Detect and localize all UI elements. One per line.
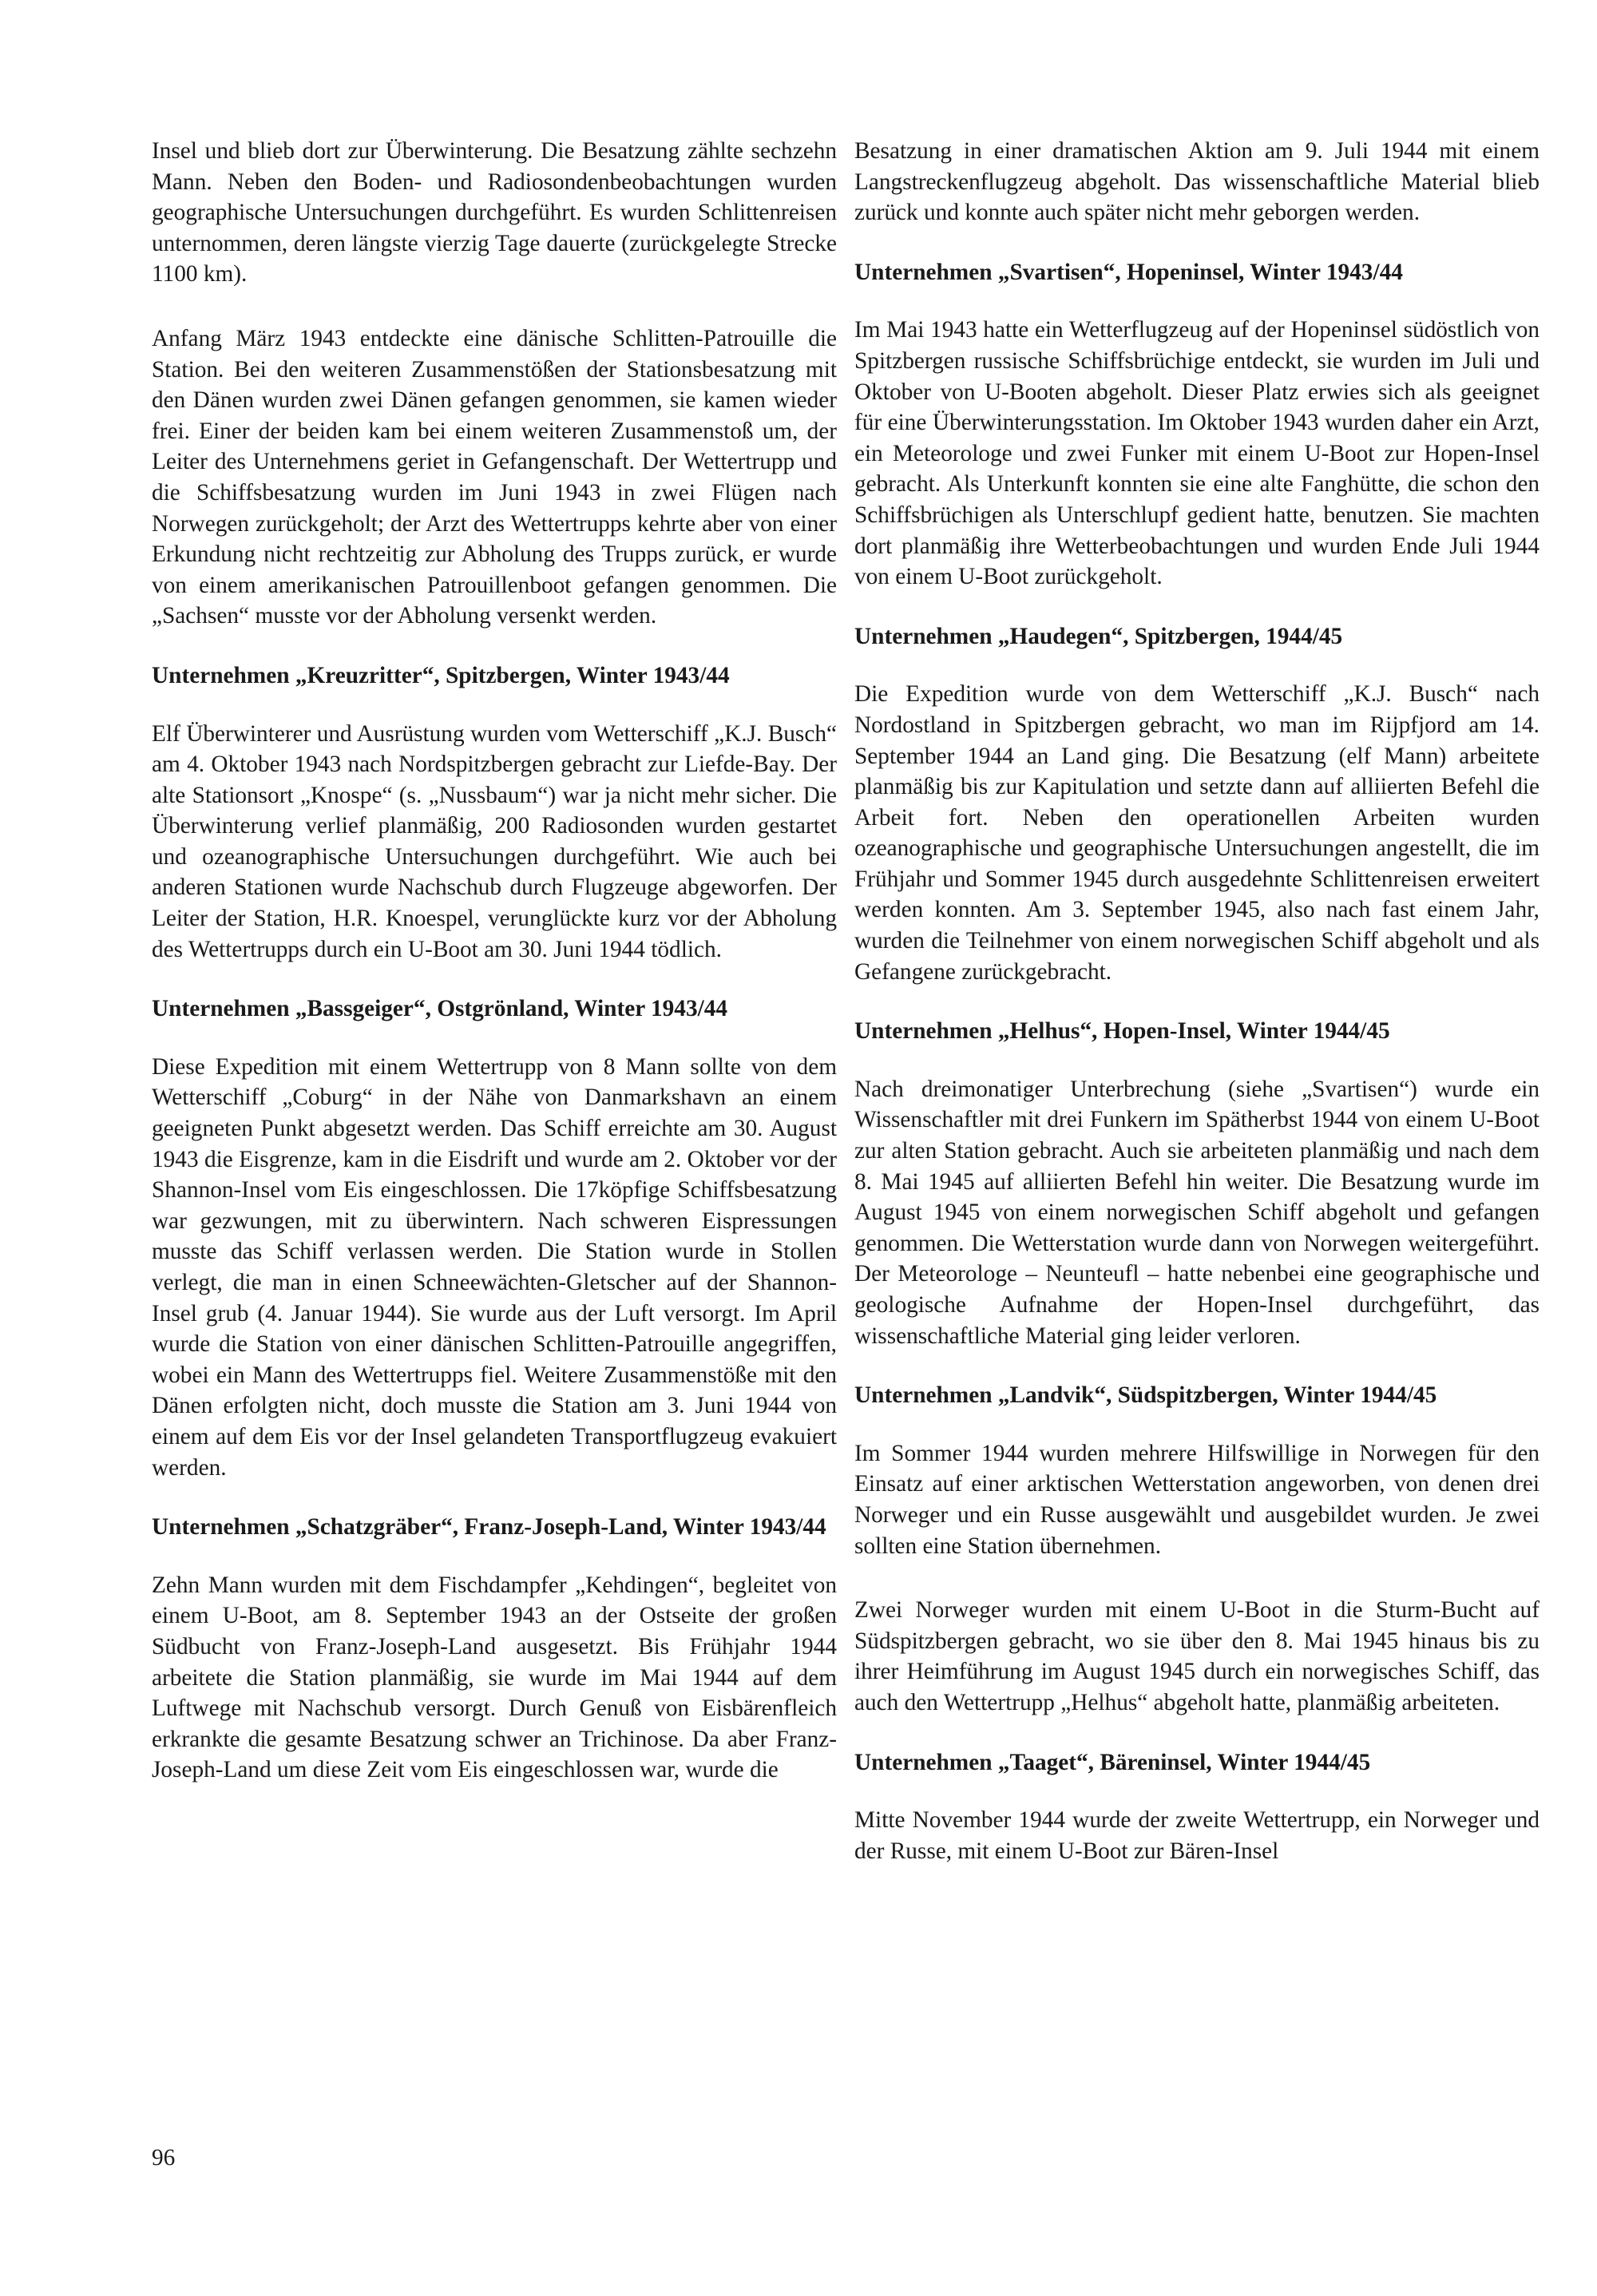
paragraph: Mitte November 1944 wurde der zweite Wettertrupp, ein Norweger und der Russe, mit einem U-Boot zur Bären-Insel <box>854 1807 1540 1864</box>
paragraph: Im Sommer 1944 wurden mehrere Hilfswillige in Norwegen für den Einsatz auf einer arktischen Wetterstation angeworben, von denen drei Norweger und ein Russe ausgewählt und ausgebildet wurden. Je zwei sollten eine Station übernehmen. <box>854 1440 1540 1559</box>
paragraph: Zwei Norweger wurden mit einem U-Boot in die Sturm-Bucht auf Südspitzbergen gebracht, wo sie über den 8. Mai 1945 hinaus bis zu ihrer Heimführung im August 1945 durch ein norwegisches Schiff, das auch den Wettertrupp „Helhus“ abgeholt hatte, planmäßig arbeiteten. <box>854 1597 1540 1715</box>
section-heading: Unternehmen „Haudegen“, Spitzbergen, 1944/45 <box>854 623 1343 649</box>
section-heading: Unternehmen „Bassgeiger“, Ostgrönland, Winter 1943/44 <box>152 996 728 1022</box>
section-heading: Unternehmen „Schatzgräber“, Franz-Joseph-Land, Winter 1943/44 <box>152 1514 826 1541</box>
section-heading: Unternehmen „Taaget“, Bäreninsel, Winter 1944/45 <box>854 1749 1371 1775</box>
paragraph: Diese Expedition mit einem Wettertrupp von 8 Mann sollte von dem Wetterschiff „Coburg“ in der Nähe von Danmarkshavn an einem geeigneten Punkt abgesetzt werden. Das Schiff erreichte am 30. August 1943 die Eisgrenze, kam in die Eisdrift und wurde am 2. Oktober vor der Shannon-Insel vom Eis eingeschlossen. Die 17köpfige Schiffsbesatzung war gezwungen, mit zu überwintern. Nach schweren Eispressungen musste das Schiff verlassen werden. Die Station wurde in Stollen verlegt, die man in einen Schneewächten-Gletscher auf der Shannon-Insel grub (4. Januar 1944). Sie wurde aus der Luft versorgt. Im April wurde die Station von einer dänischen Schlitten-Patrouille angegriffen, wobei ein Mann des Wettertrupps fiel. Weitere Zusammenstöße mit den Dänen erfolgten nicht, doch musste die Station am 3. Juni 1944 von einem auf dem Eis vor der Insel gelandeten Transportflugzeug evakuiert werden. <box>152 1053 837 1481</box>
paragraph: Elf Überwinterer und Ausrüstung wurden vom Wetterschiff „K.J. Busch“ am 4. Oktober 1943 nach Nordspitzbergen gebracht zur Liefde-Bay. Der alte Stationsort „Knospe“ (s. „Nussbaum“) war ja nicht mehr sicher. Die Überwinterung verlief planmäßig, 200 Radiosonden wurden gestartet und ozeanographische Untersuchungen durchgeführt. Wie auch bei anderen Stationen wurde Nachschub durch Flugzeuge abgeworfen. Der Leiter der Station, H.R. Knoespel, verunglückte kurz vor der Abholung des Wettertrupps durch ein U-Boot am 30. Juni 1944 tödlich. <box>152 720 837 962</box>
paragraph: Insel und blieb dort zur Überwinterung. Die Besatzung zählte sechzehn Mann. Neben den Boden- und Radiosondenbeobachtungen wurden geographische Untersuchungen durchgeführt. Es wurden Schlittenreisen unternommen, deren längste vierzig Tage dauerte (zurückgelegte Strecke 1100 km). <box>152 138 837 287</box>
left-column <box>152 136 837 1786</box>
section-heading: Unternehmen „Landvik“, Südspitzbergen, Winter 1944/45 <box>854 1382 1437 1409</box>
paragraph: Anfang März 1943 entdeckte eine dänische Schlitten-Patrouille die Station. Bei den weiteren Zusammenstößen der Stationsbesatzung mit den Dänen wurden zwei Dänen gefangen genommen, sie kamen wieder frei. Einer der beiden kam bei einem weiteren Zusammenstoß um, der Leiter des Unternehmens geriet in Gefangenschaft. Der Wettertrupp und die Schiffsbesatzung wurden im Juni 1943 in zwei Flügen nach Norwegen zurückgeholt; der Arzt des Wettertrupps kehrte aber von einer Erkundung nicht rechtzeitig zur Abholung des Trupps zurück, er wurde von einem amerikanischen Patrouillenboot gefangen genommen. Die „Sachsen“ musste vor der Abholung versenkt werden. <box>152 325 837 629</box>
right-column <box>854 136 1540 1866</box>
paragraph: Zehn Mann wurden mit dem Fischdampfer „Kehdingen“, begleitet von einem U-Boot, am 8. September 1943 an der Ostseite der großen Südbucht von Franz-Joseph-Land ausgesetzt. Bis Frühjahr 1944 arbeitete die Station planmäßig, sie wurde im Mai 1944 auf dem Luftwege mit Nachschub versorgt. Durch Genuß von Eisbärenfleich erkrankte die gesamte Besatzung schwer an Trichinose. Da aber Franz-Joseph-Land um diese Zeit vom Eis eingeschlossen war, wurde die <box>152 1572 837 1783</box>
section-heading: Unternehmen „Helhus“, Hopen-Insel, Winter 1944/45 <box>854 1018 1390 1045</box>
paragraph: Die Expedition wurde von dem Wetterschiff „K.J. Busch“ nach Nordostland in Spitzbergen gebracht, wo man im Rijpfjord am 14. September 1944 an Land ging. Die Besatzung (elf Mann) arbeitete planmäßig bis zur Kapitulation und setzte dann auf alliierten Befehl die Arbeit fort. Neben den operationellen Arbeiten wurden ozeanographische und geographische Untersuchungen angestellt, die im Frühjahr und Sommer 1945 durch ausgedehnte Schlittenreisen erweitert werden konnten. Am 3. September 1945, also nach fast einem Jahr, wurden die Teilnehmer von einem norwegischen Schiff abgeholt und als Gefangene zurückgebracht. <box>854 681 1540 985</box>
paragraph: Besatzung in einer dramatischen Aktion am 9. Juli 1944 mit einem Langstreckenflugzeug abgeholt. Das wissenschaftliche Material blieb zurück und konnte auch später nicht mehr geborgen werden. <box>854 138 1540 226</box>
paragraph: Nach dreimonatiger Unterbrechung (siehe „Svartisen“) wurde ein Wissenschaftler mit drei Funkern im Spätherbst 1944 von einem U-Boot zur alten Station gebracht. Auch sie arbeiteten planmäßig und nach dem 8. Mai 1945 auf alliierten Befehl hin weiter. Die Besatzung wurde im August 1945 von einem norwegischen Schiff abgeholt und gefangen genommen. Die Wetterstation wurde dann von Norwegen weitergeführt. Der Meteorologe – Neunteufl – hatte nebenbei eine geographische und geologische Aufnahme der Hopen-Insel durchgeführt, das wissenschaftliche Material ging leider verloren. <box>854 1076 1540 1349</box>
section-heading: Unternehmen „Kreuzritter“, Spitzbergen, Winter 1943/44 <box>152 662 730 688</box>
paragraph: Im Mai 1943 hatte ein Wetterflugzeug auf der Hopeninsel südöstlich von Spitzbergen russische Schiffsbrüchige entdeckt, sie wurden im Juli und Oktober von U-Booten abgeholt. Dieser Platz erwies sich als geeignet für eine Überwinterungsstation. Im Oktober 1943 wurden daher ein Arzt, ein Meteorologe und zwei Funker mit einem U-Boot zur Hopen-Insel gebracht. Als Unterkunft konnten sie eine alte Fanghütte, die schon den Schiffsbrüchigen als Unterschlupf gedient hatte, benutzen. Sie machten dort planmäßig ihre Wetterbeobachtungen und wurden Ende Juli 1944 von einem U-Boot zurückgeholt. <box>854 317 1540 590</box>
section-heading: Unternehmen „Svartisen“, Hopeninsel, Winter 1943/44 <box>854 259 1403 285</box>
page-number: 96 <box>152 2145 176 2171</box>
